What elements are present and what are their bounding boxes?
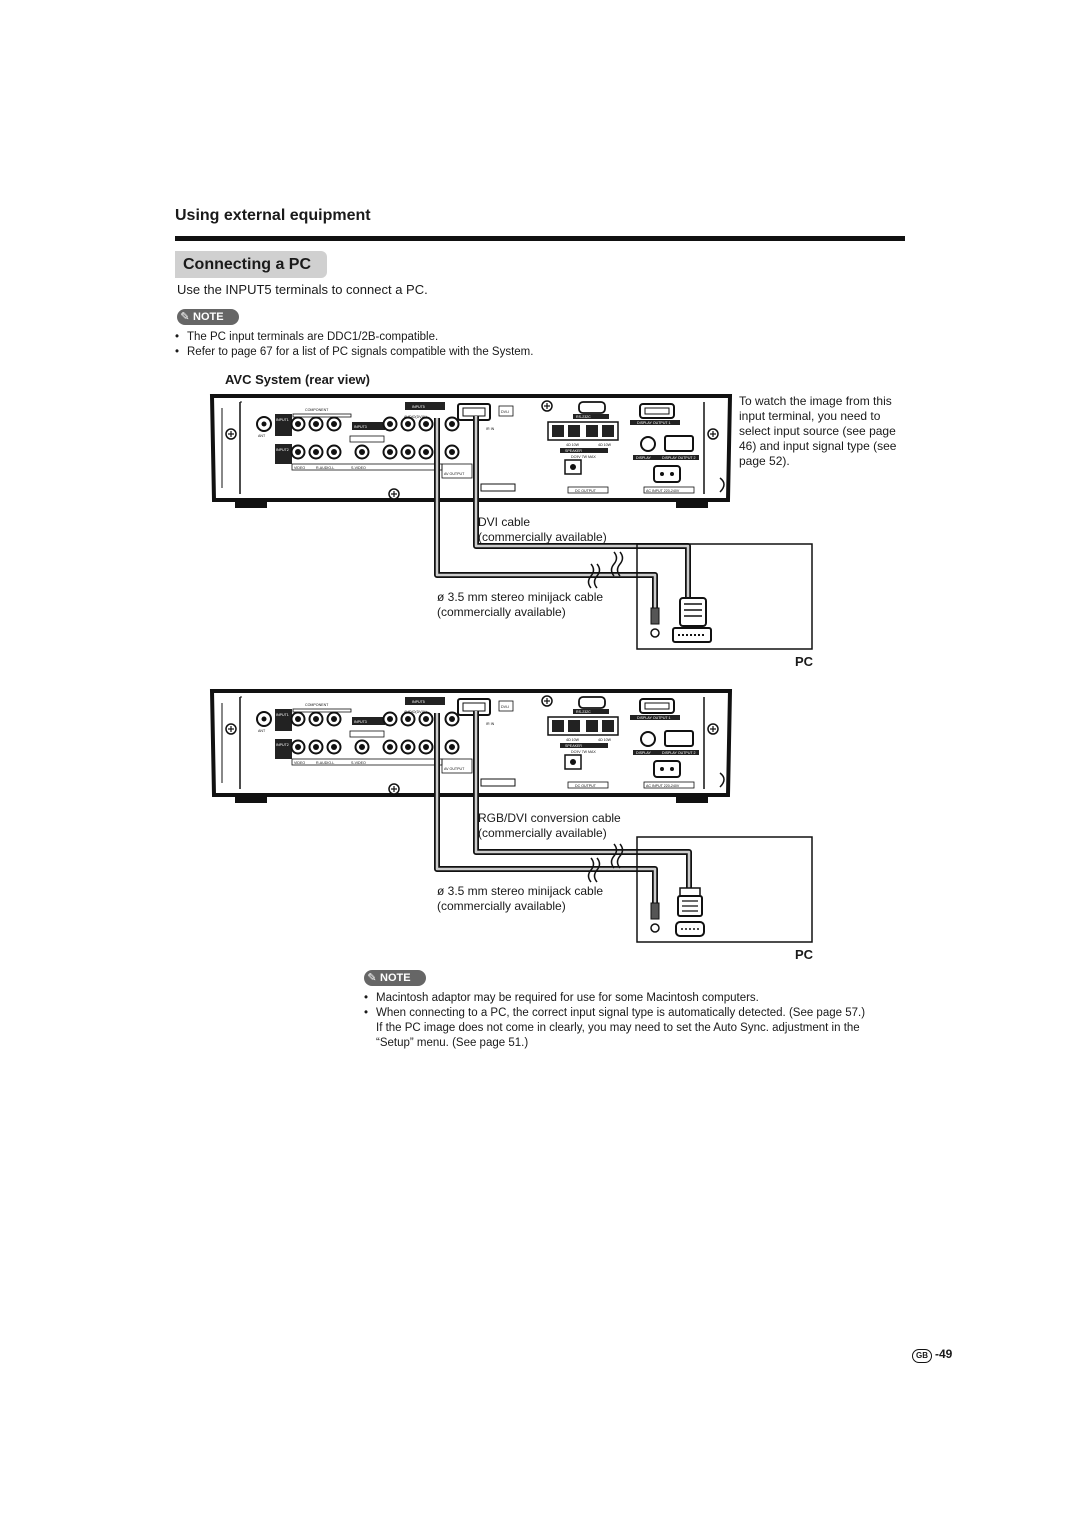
pc-box-1: [637, 544, 812, 649]
panel-label-speaker: SPEAKER: [565, 744, 582, 748]
rgb-dvi-cable-label: RGB/DVI conversion cable: [478, 811, 621, 825]
panel-label-ac-input: AC INPUT 220-240V: [646, 489, 680, 493]
panel-label-ir-in: IR IN: [486, 427, 495, 431]
panel-label-dc-output: DC OUTPUT: [575, 784, 596, 788]
panel-label-display-output1: DISPLAY OUTPUT 1: [637, 421, 671, 425]
panel-label-speaker: SPEAKER: [565, 449, 582, 453]
panel-label-component: COMPONENT: [305, 408, 329, 412]
panel-label-input2: INPUT2: [276, 448, 289, 452]
pencil-icon: ✎: [367, 972, 377, 984]
dvi-cable-sublabel: (commercially available): [478, 530, 607, 544]
panel-label-ir-in: IR IN: [486, 722, 495, 726]
panel-label-input3: INPUT3: [354, 720, 367, 724]
panel-label-imp-left: 4Ω 10W: [566, 738, 580, 742]
rgb-dvi-cable-sublabel: (commercially available): [478, 826, 607, 840]
subheading: Connecting a PC: [183, 256, 312, 273]
avc-system-title: AVC System (rear view): [225, 372, 370, 387]
panel-label-input5: INPUT5: [412, 700, 425, 704]
region-badge: GB: [912, 1349, 932, 1363]
panel-label-display-output3: DISPLAY: [636, 456, 651, 460]
panel-label-imp-right: 4Ω 10W: [598, 443, 612, 447]
panel-label-video: VIDEO: [294, 761, 306, 765]
panel-label-ant: ANT: [258, 729, 266, 733]
panel-label-s-video: S-VIDEO: [351, 466, 366, 470]
minijack-plug-icon: [651, 903, 659, 932]
minijack-cable-sublabel: (commercially available): [437, 899, 566, 913]
panel-label-input2: INPUT2: [276, 743, 289, 747]
note-label: NOTE: [193, 311, 224, 323]
panel-label-r-audio-l: R-AUDIO-L: [316, 466, 335, 470]
panel-label-audio-rgb: AUDIO(DVI/L): [404, 710, 427, 714]
section-title: Using external equipment: [175, 207, 371, 224]
panel-label-ant: ANT: [258, 434, 266, 438]
note-badge: [364, 970, 426, 986]
page-number-text: -49: [935, 1347, 953, 1361]
note-item: • Refer to page 67 for a list of PC signals compatible with the System.: [175, 345, 895, 360]
pc-label: PC: [795, 654, 814, 669]
panel-label-ac-input: AC INPUT 220-240V: [646, 784, 680, 788]
panel-label-av-output: AV OUTPUT: [444, 472, 465, 476]
note-label: NOTE: [380, 972, 411, 984]
panel-label-dvi-i: DVI-I: [501, 705, 510, 709]
vga-plug-icon: [676, 888, 704, 936]
panel-label-dc-spec: DC9V 7W MAX: [571, 455, 596, 459]
note-item: • When connecting to a PC, the correct input signal type is automatically detected. (See page 57.) If the PC image does not come in clearly, you may need to set the Auto Sync. adjustment in the “Setup” menu. (See page 51.): [364, 1006, 874, 1051]
pencil-icon: ✎: [180, 311, 190, 323]
side-note: To watch the image from this input terminal, you need to select input source (see page 46) and input signal type (see page 52).: [739, 394, 897, 468]
minijack-cable-label: ø 3.5 mm stereo minijack cable: [437, 884, 604, 898]
panel-label-component: COMPONENT: [305, 703, 329, 707]
note-item: • Macintosh adaptor may be required for use for some Macintosh computers.: [364, 991, 874, 1006]
panel-label-imp-right: 4Ω 10W: [598, 738, 612, 742]
panel-label-input5: INPUT5: [412, 405, 425, 409]
panel-label-input1: INPUT1: [276, 418, 289, 422]
dvi-cable-label: DVI cable: [478, 515, 531, 529]
panel-label-rs232c: RS-232C: [576, 415, 591, 419]
minijack-cable-label: ø 3.5 mm stereo minijack cable: [437, 590, 604, 604]
panel-label-input1: INPUT1: [276, 713, 289, 717]
minijack-plug-icon: [651, 608, 659, 637]
panel-label-display-output2: DISPLAY OUTPUT 2: [662, 751, 696, 755]
pc-label: PC: [795, 947, 814, 962]
panel-label-imp-left: 4Ω 10W: [566, 443, 580, 447]
panel-label-display-output2: DISPLAY OUTPUT 2: [662, 456, 696, 460]
page-number: [912, 1347, 952, 1363]
panel-label-audio-rgb: AUDIO(DVI/L): [404, 415, 427, 419]
panel-label-s-video: S-VIDEO: [351, 761, 366, 765]
panel-label-dc-spec: DC9V 7W MAX: [571, 750, 596, 754]
panel-label-r-audio-l: R-AUDIO-L: [316, 761, 335, 765]
intro-text: Use the INPUT5 terminals to connect a PC.: [177, 282, 428, 297]
panel-label-input3: INPUT3: [354, 425, 367, 429]
panel-label-rs232c: RS-232C: [576, 710, 591, 714]
dvi-plug-icon: [673, 598, 711, 642]
panel-label-dvi-i: DVI-I: [501, 410, 510, 414]
minijack-cable-sublabel: (commercially available): [437, 605, 566, 619]
note-item: • The PC input terminals are DDC1/2B-compatible.: [175, 330, 895, 345]
panel-label-video: VIDEO: [294, 466, 306, 470]
bottom-notes: [364, 991, 874, 1051]
panel-label-av-output: AV OUTPUT: [444, 767, 465, 771]
panel-label-dc-output: DC OUTPUT: [575, 489, 596, 493]
panel-label-display-output3: DISPLAY: [636, 751, 651, 755]
panel-label-display-output1: DISPLAY OUTPUT 1: [637, 716, 671, 720]
